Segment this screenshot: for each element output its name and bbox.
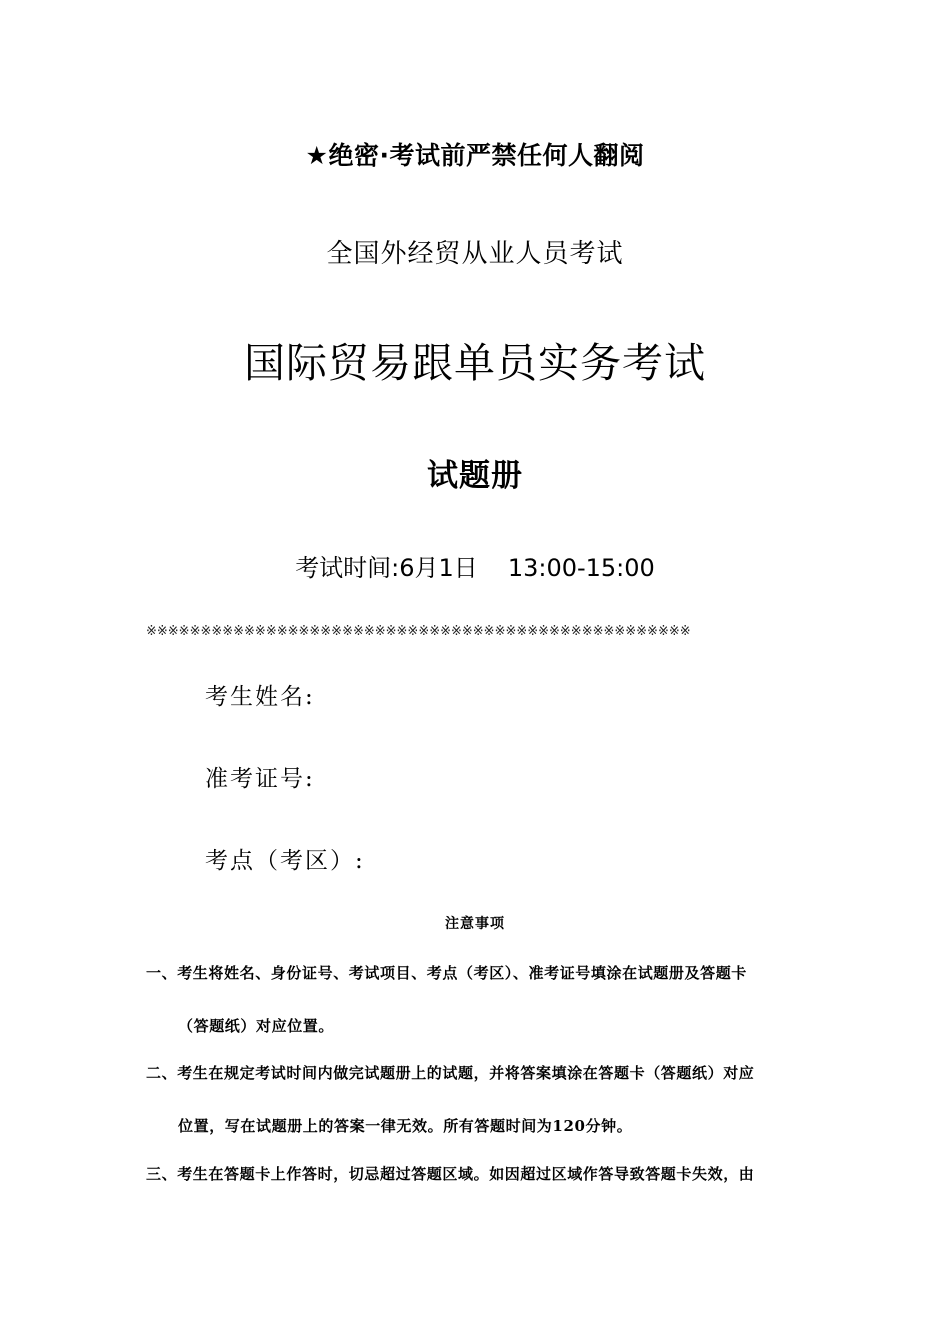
- notice-item-1-line-2: （答题纸）对应位置。: [178, 1017, 335, 1035]
- exam-time-range: 13:00-15:00: [507, 554, 655, 582]
- candidate-name-field: 考生姓名:: [205, 684, 315, 710]
- exam-title: 国际贸易跟单员实务考试: [244, 339, 706, 387]
- exam-organization: 全国外经贸从业人员考试: [326, 239, 624, 269]
- exam-site-field: 考点（考区）:: [205, 848, 365, 874]
- booklet-label: 试题册: [427, 458, 523, 494]
- exam-time-label: 考试时间:6月1日: [295, 554, 478, 582]
- notice-item-3-line-1: 三、考生在答题卡上作答时，切忌超过答题区域。如因超过区域作答导致答题卡失效，由: [146, 1165, 755, 1183]
- notice-item-2-line-2: 位置，写在试题册上的答案一律无效。所有答题时间为120分钟。: [178, 1117, 633, 1135]
- section-divider: ※※※※※※※※※※※※※※※※※※※※※※※※※※※※※※※※※※※※※※※※※※※※※※※※※※: [146, 624, 691, 639]
- notice-title: 注意事项: [445, 916, 505, 932]
- notice-item-2-line-1: 二、考生在规定考试时间内做完试题册上的试题，并将答案填涂在答题卡（答题纸）对应: [146, 1064, 755, 1082]
- secret-notice: ★绝密·考试前严禁任何人翻阅: [305, 141, 645, 170]
- ticket-number-field: 准考证号:: [205, 766, 315, 792]
- exam-time: [0, 548, 950, 583]
- notice-item-1-line-1: 一、考生将姓名、身份证号、考试项目、考点（考区）、准考证号填涂在试题册及答题卡: [146, 964, 747, 982]
